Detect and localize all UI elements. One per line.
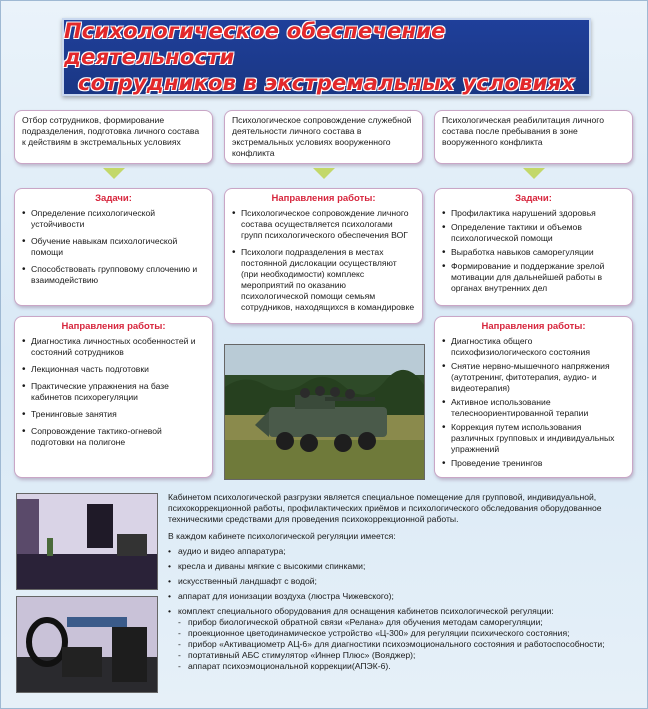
list-item: • Формирование и поддержание зрелой мотивации для дальнейшей работы в органах внутренних дел bbox=[442, 261, 625, 294]
list-item: • Тренинговые занятия bbox=[22, 409, 205, 420]
arrow-down-icon bbox=[523, 168, 545, 179]
stage-box-selection bbox=[14, 110, 213, 164]
list-item: • Сопровождение тактико-огневой подготовки на полигоне bbox=[22, 426, 205, 448]
cabinet-lead: В каждом кабинете психологической регуляции имеется: bbox=[168, 531, 396, 541]
list-item: • Диагностика личностных особенностей и состояний сотрудников bbox=[22, 336, 205, 358]
list-item: • Проведение тренингов bbox=[442, 458, 625, 469]
sub-list-item: - проекционное цветодинамическое устройство «Ц-300» для регуляции психического состояния; bbox=[178, 628, 638, 639]
list-item: • Способствовать групповому сплочению и взаимодействию bbox=[22, 264, 205, 286]
title-line-1: Психологическое обеспечение деятельности bbox=[64, 19, 446, 69]
tasks-title: Задачи: bbox=[95, 193, 132, 204]
equipment-photo bbox=[16, 596, 158, 693]
poster-title bbox=[62, 18, 591, 96]
directions-title: Направления работы: bbox=[481, 321, 586, 332]
list-item: • Определение тактики и объемов психологической помощи bbox=[442, 222, 625, 244]
list-item: • Диагностика общего психофизиологического состояния bbox=[442, 336, 625, 358]
cabinet-description bbox=[168, 492, 638, 672]
tasks-title: Задачи: bbox=[515, 193, 552, 204]
sub-list-item: - прибор биологической обратной связи «Релана» для обучения методам саморегуляции; bbox=[178, 617, 638, 628]
list-item: • Психологическое сопровождение личного состава осуществляется психологами групп психологического обеспечения ВОГ bbox=[232, 208, 415, 241]
armored-vehicle-photo bbox=[224, 344, 425, 480]
cabinet-intro: Кабинетом психологической разгрузки является специальное помещение для групповой, индивидуальной, психокоррекционной работы, профилактических приёмов и психологического обследования оборудованное техническими средствами для проведения психокоррекционной работы. bbox=[168, 492, 602, 524]
tasks-box-rehab bbox=[434, 188, 633, 306]
list-item: • Коррекция путем использования различных групповых и индивидуальных упражнений bbox=[442, 422, 625, 455]
list-item: • Выработка навыков саморегуляции bbox=[442, 247, 625, 258]
arrow-down-icon bbox=[103, 168, 125, 179]
list-item: • Психологи подразделения в местах постоянной дислокации осуществляют (при необходимости) комплекс мероприятий по оказанию психологической помощи семьям сотрудников, находящихся в командировке bbox=[232, 247, 415, 313]
directions-title: Направления работы: bbox=[61, 321, 166, 332]
sub-list-item: - прибор «Активациометр АЦ-6» для диагностики психоэмоционального состояния и работоспособности; bbox=[178, 639, 638, 650]
directions-box-selection bbox=[14, 316, 213, 478]
list-item: • Практические упражнения на базе кабинетов психорегуляции bbox=[22, 381, 205, 403]
list-item: • кресла и диваны мягкие с высокими спинками; bbox=[168, 561, 638, 572]
list-item: • искусственный ландшафт с водой; bbox=[168, 576, 638, 587]
directions-box-support bbox=[224, 188, 423, 324]
directions-box-rehab bbox=[434, 316, 633, 478]
list-item: • Профилактика нарушений здоровья bbox=[442, 208, 625, 219]
arrow-down-icon bbox=[313, 168, 335, 179]
directions-title: Направления работы: bbox=[271, 193, 376, 204]
relaxation-room-photo bbox=[16, 493, 158, 590]
list-item: • Лекционная часть подготовки bbox=[22, 364, 205, 375]
stage-text: Отбор сотрудников, формирование подразделения, подготовка личного состава к действиям в экстремальных условиях bbox=[22, 115, 200, 147]
sub-list-item: - портативный АБС стимулятор «Иннер Плюс» (Вояджер); bbox=[178, 650, 638, 661]
list-item: • Обучение навыкам психологической помощи bbox=[22, 236, 205, 258]
stage-text: Психологическое сопровождение служебной деятельности личного состава в экстремальных условиях вооруженного конфликта bbox=[232, 115, 412, 158]
stage-box-support bbox=[224, 110, 423, 164]
list-item: • комплект специального оборудования для оснащения кабинетов психологической регуляции: bbox=[168, 606, 638, 617]
stage-box-rehab bbox=[434, 110, 633, 164]
stage-text: Психологическая реабилитация личного состава после пребывания в зоне вооруженного конфликта bbox=[442, 115, 605, 147]
list-item: • аудио и видео аппаратура; bbox=[168, 546, 638, 557]
list-item: • Определение психологической устойчивости bbox=[22, 208, 205, 230]
sub-list-item: - аппарат психоэмоциональной коррекции(АПЭК-6). bbox=[178, 661, 638, 672]
list-item: • Активное использование телесноориентированной терапии bbox=[442, 397, 625, 419]
title-line-2: сотрудников в экстремальных условиях bbox=[78, 71, 575, 95]
list-item: • аппарат для ионизации воздуха (люстра Чижевского); bbox=[168, 591, 638, 602]
tasks-box-selection bbox=[14, 188, 213, 306]
list-item: • Снятие нервно-мышечного напряжения (аутотренинг, фитотерапия, аудио- и видеотерапия) bbox=[442, 361, 625, 394]
